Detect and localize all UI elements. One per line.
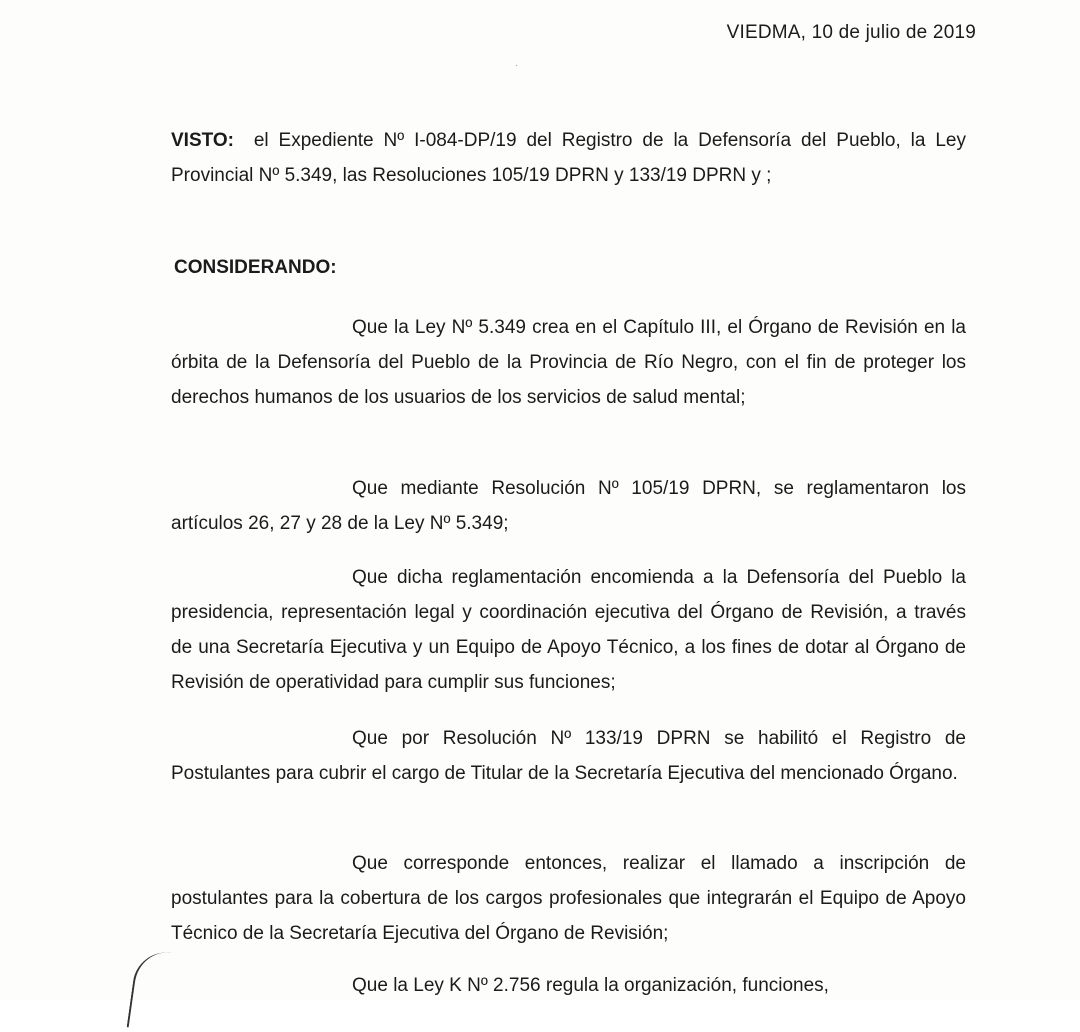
considerando-paragraph-6: Que la Ley K Nº 2.756 regula la organización, funciones, bbox=[352, 975, 829, 996]
considerando-paragraph-4: Que por Resolución Nº 133/19 DPRN se habilitó el Registro de Postulantes para cubrir el cargo de Titular de la Secretaría Ejecutiva del mencionado Órgano. bbox=[171, 728, 966, 784]
visto-paragraph bbox=[171, 123, 966, 193]
considerando-heading: CONSIDERANDO: bbox=[174, 257, 337, 278]
date-line: VIEDMA, 10 de julio de 2019 bbox=[726, 22, 976, 43]
scan-speck: · bbox=[515, 60, 519, 71]
considerando-paragraph-2: Que mediante Resolución Nº 105/19 DPRN, se reglamentaron los artículos 26, 27 y 28 de la Ley Nº 5.349; bbox=[171, 478, 966, 534]
considerando-paragraph-5: Que corresponde entonces, realizar el llamado a inscripción de postulantes para la cobertura de los cargos profesionales que integrarán el Equipo de Apoyo Técnico de la Secretaría Ejecutiva del Órgano de Revisión; bbox=[171, 853, 966, 944]
visto-text: el Expediente Nº I-084-DP/19 del Registro de la Defensoría del Pueblo, la Ley Provincial Nº 5.349, las Resoluciones 105/19 DPRN y 133/19 DPRN y ; bbox=[171, 130, 966, 186]
considerando-paragraph-3: Que dicha reglamentación encomienda a la Defensoría del Pueblo la presidencia, representación legal y coordinación ejecutiva del Órgano de Revisión, a través de una Secretaría Ejecutiva y un Equipo de Apoyo Técnico, a los fines de dotar al Órgano de Revisión de operatividad para cumplir sus funciones; bbox=[171, 567, 966, 693]
visto-label: VISTO: bbox=[171, 130, 234, 151]
handwritten-margin-mark bbox=[127, 948, 172, 1032]
considerando-paragraph-1: Que la Ley Nº 5.349 crea en el Capítulo III, el Órgano de Revisión en la órbita de la Defensoría del Pueblo de la Provincia de Río Negro, con el fin de proteger los derechos humanos de los usuarios de los servicios de salud mental; bbox=[171, 317, 966, 408]
